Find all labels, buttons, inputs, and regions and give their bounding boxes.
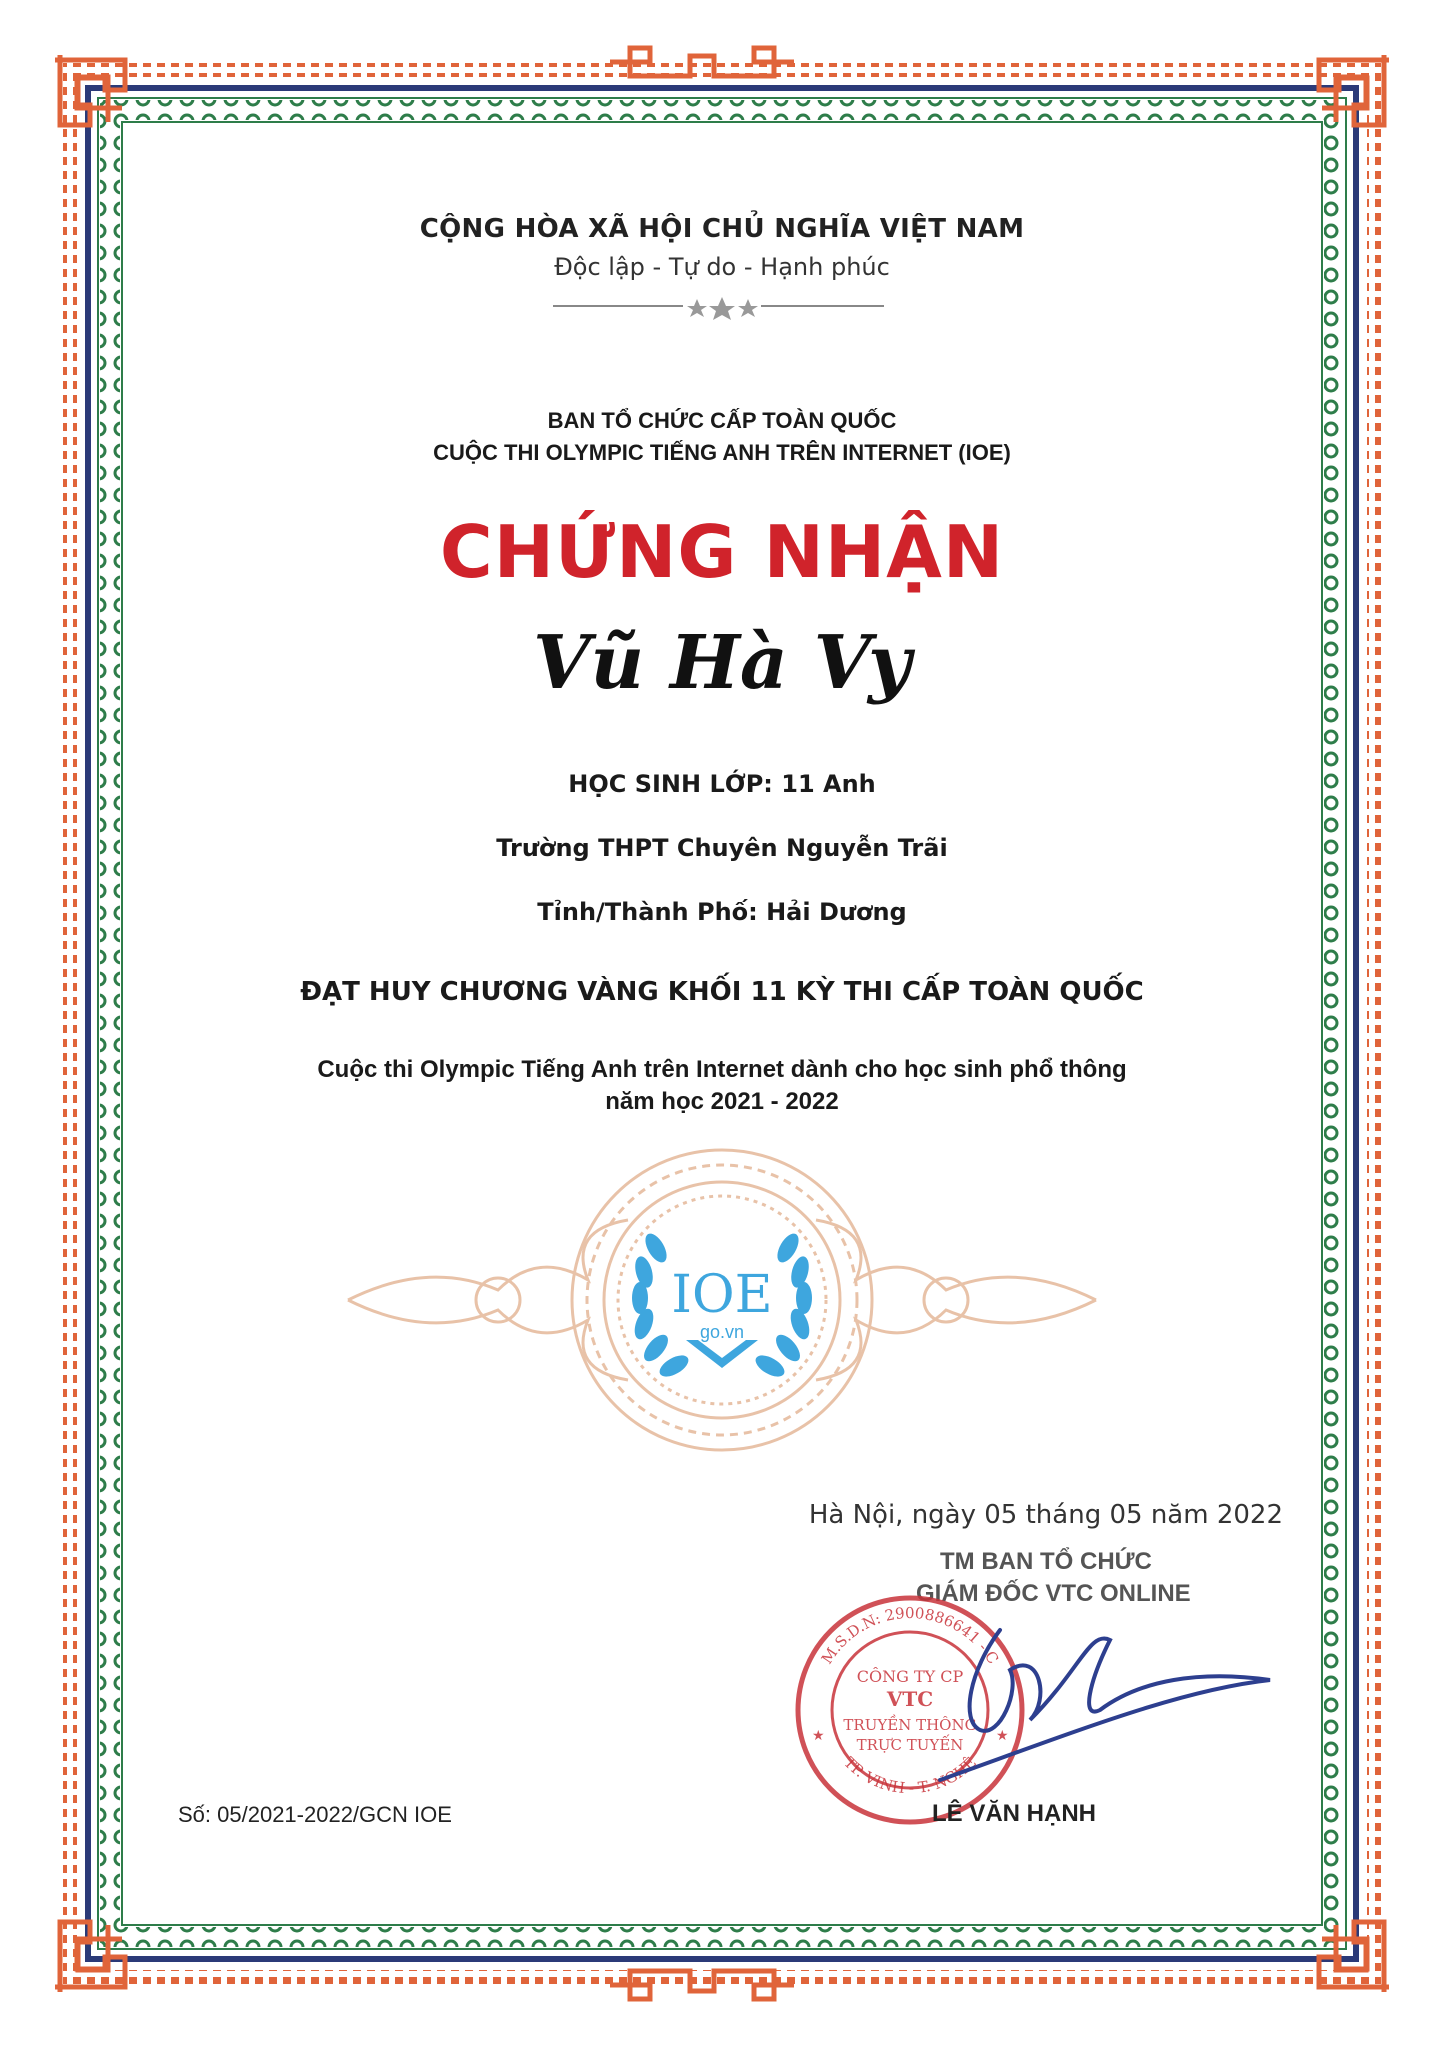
issue-date: Hà Nội, ngày 05 tháng 05 năm 2022 — [808, 1500, 1283, 1530]
school-line: Trường THPT Chuyên Nguyễn Trãi — [496, 834, 948, 862]
chevron-icon — [686, 1340, 758, 1368]
national-motto: Độc lập - Tự do - Hạnh phúc — [554, 253, 890, 281]
stamp-company: CÔNG TY CP — [856, 1667, 964, 1686]
ioe-emblem — [338, 1140, 1106, 1460]
stamp-outer-text: M.S.D.N: 2900886641 - C — [817, 1604, 1003, 1668]
svg-text:★: ★ — [996, 1727, 1009, 1743]
certificate-serial: Số: 05/2021-2022/GCN IOE — [178, 1802, 452, 1827]
logo-main: IOE — [671, 1265, 773, 1325]
stamp-line-1: TRUYỀN THÔNG — [843, 1716, 977, 1734]
nation-title: CỘNG HÒA XÃ HỘI CHỦ NGHĨA VIỆT NAM — [419, 214, 1025, 244]
signer-name: LÊ VĂN HẠNH — [932, 1800, 1097, 1827]
recipient-name: Vũ Hà Vy — [532, 620, 912, 706]
competition-line-2: năm học 2021 - 2022 — [605, 1088, 839, 1115]
certificate-title: CHỨNG NHẬN — [439, 510, 1005, 594]
organizer-line-2: CUỘC THI OLYMPIC TIẾNG ANH TRÊN INTERNET (IOE) — [433, 440, 1011, 465]
stamp-brand: VTC — [886, 1687, 934, 1711]
handwritten-signature — [880, 1610, 1300, 1790]
stamp-line-2: TRỰC TUYẾN — [856, 1736, 964, 1754]
province-line: Tỉnh/Thành Phố: Hải Dương — [537, 898, 907, 926]
signer-role-2: GIÁM ĐỐC VTC ONLINE — [916, 1580, 1191, 1607]
signer-role-1: TM BAN TỔ CHỨC — [940, 1548, 1152, 1575]
class-line: HỌC SINH LỚP: 11 Anh — [568, 770, 876, 798]
svg-text:★: ★ — [812, 1727, 825, 1743]
organizer-line-1: BAN TỔ CHỨC CẤP TOÀN QUỐC — [547, 408, 897, 433]
competition-line-1: Cuộc thi Olympic Tiếng Anh trên Internet dành cho học sinh phổ thông — [317, 1056, 1127, 1083]
stamp-city-text: TP. VINH - T. NGHỆ — [840, 1753, 980, 1798]
achievement-line: ĐẠT HUY CHƯƠNG VÀNG KHỐI 11 KỲ THI CẤP TOÀN QUỐC — [300, 977, 1144, 1007]
logo-sub: go.vn — [699, 1322, 745, 1342]
